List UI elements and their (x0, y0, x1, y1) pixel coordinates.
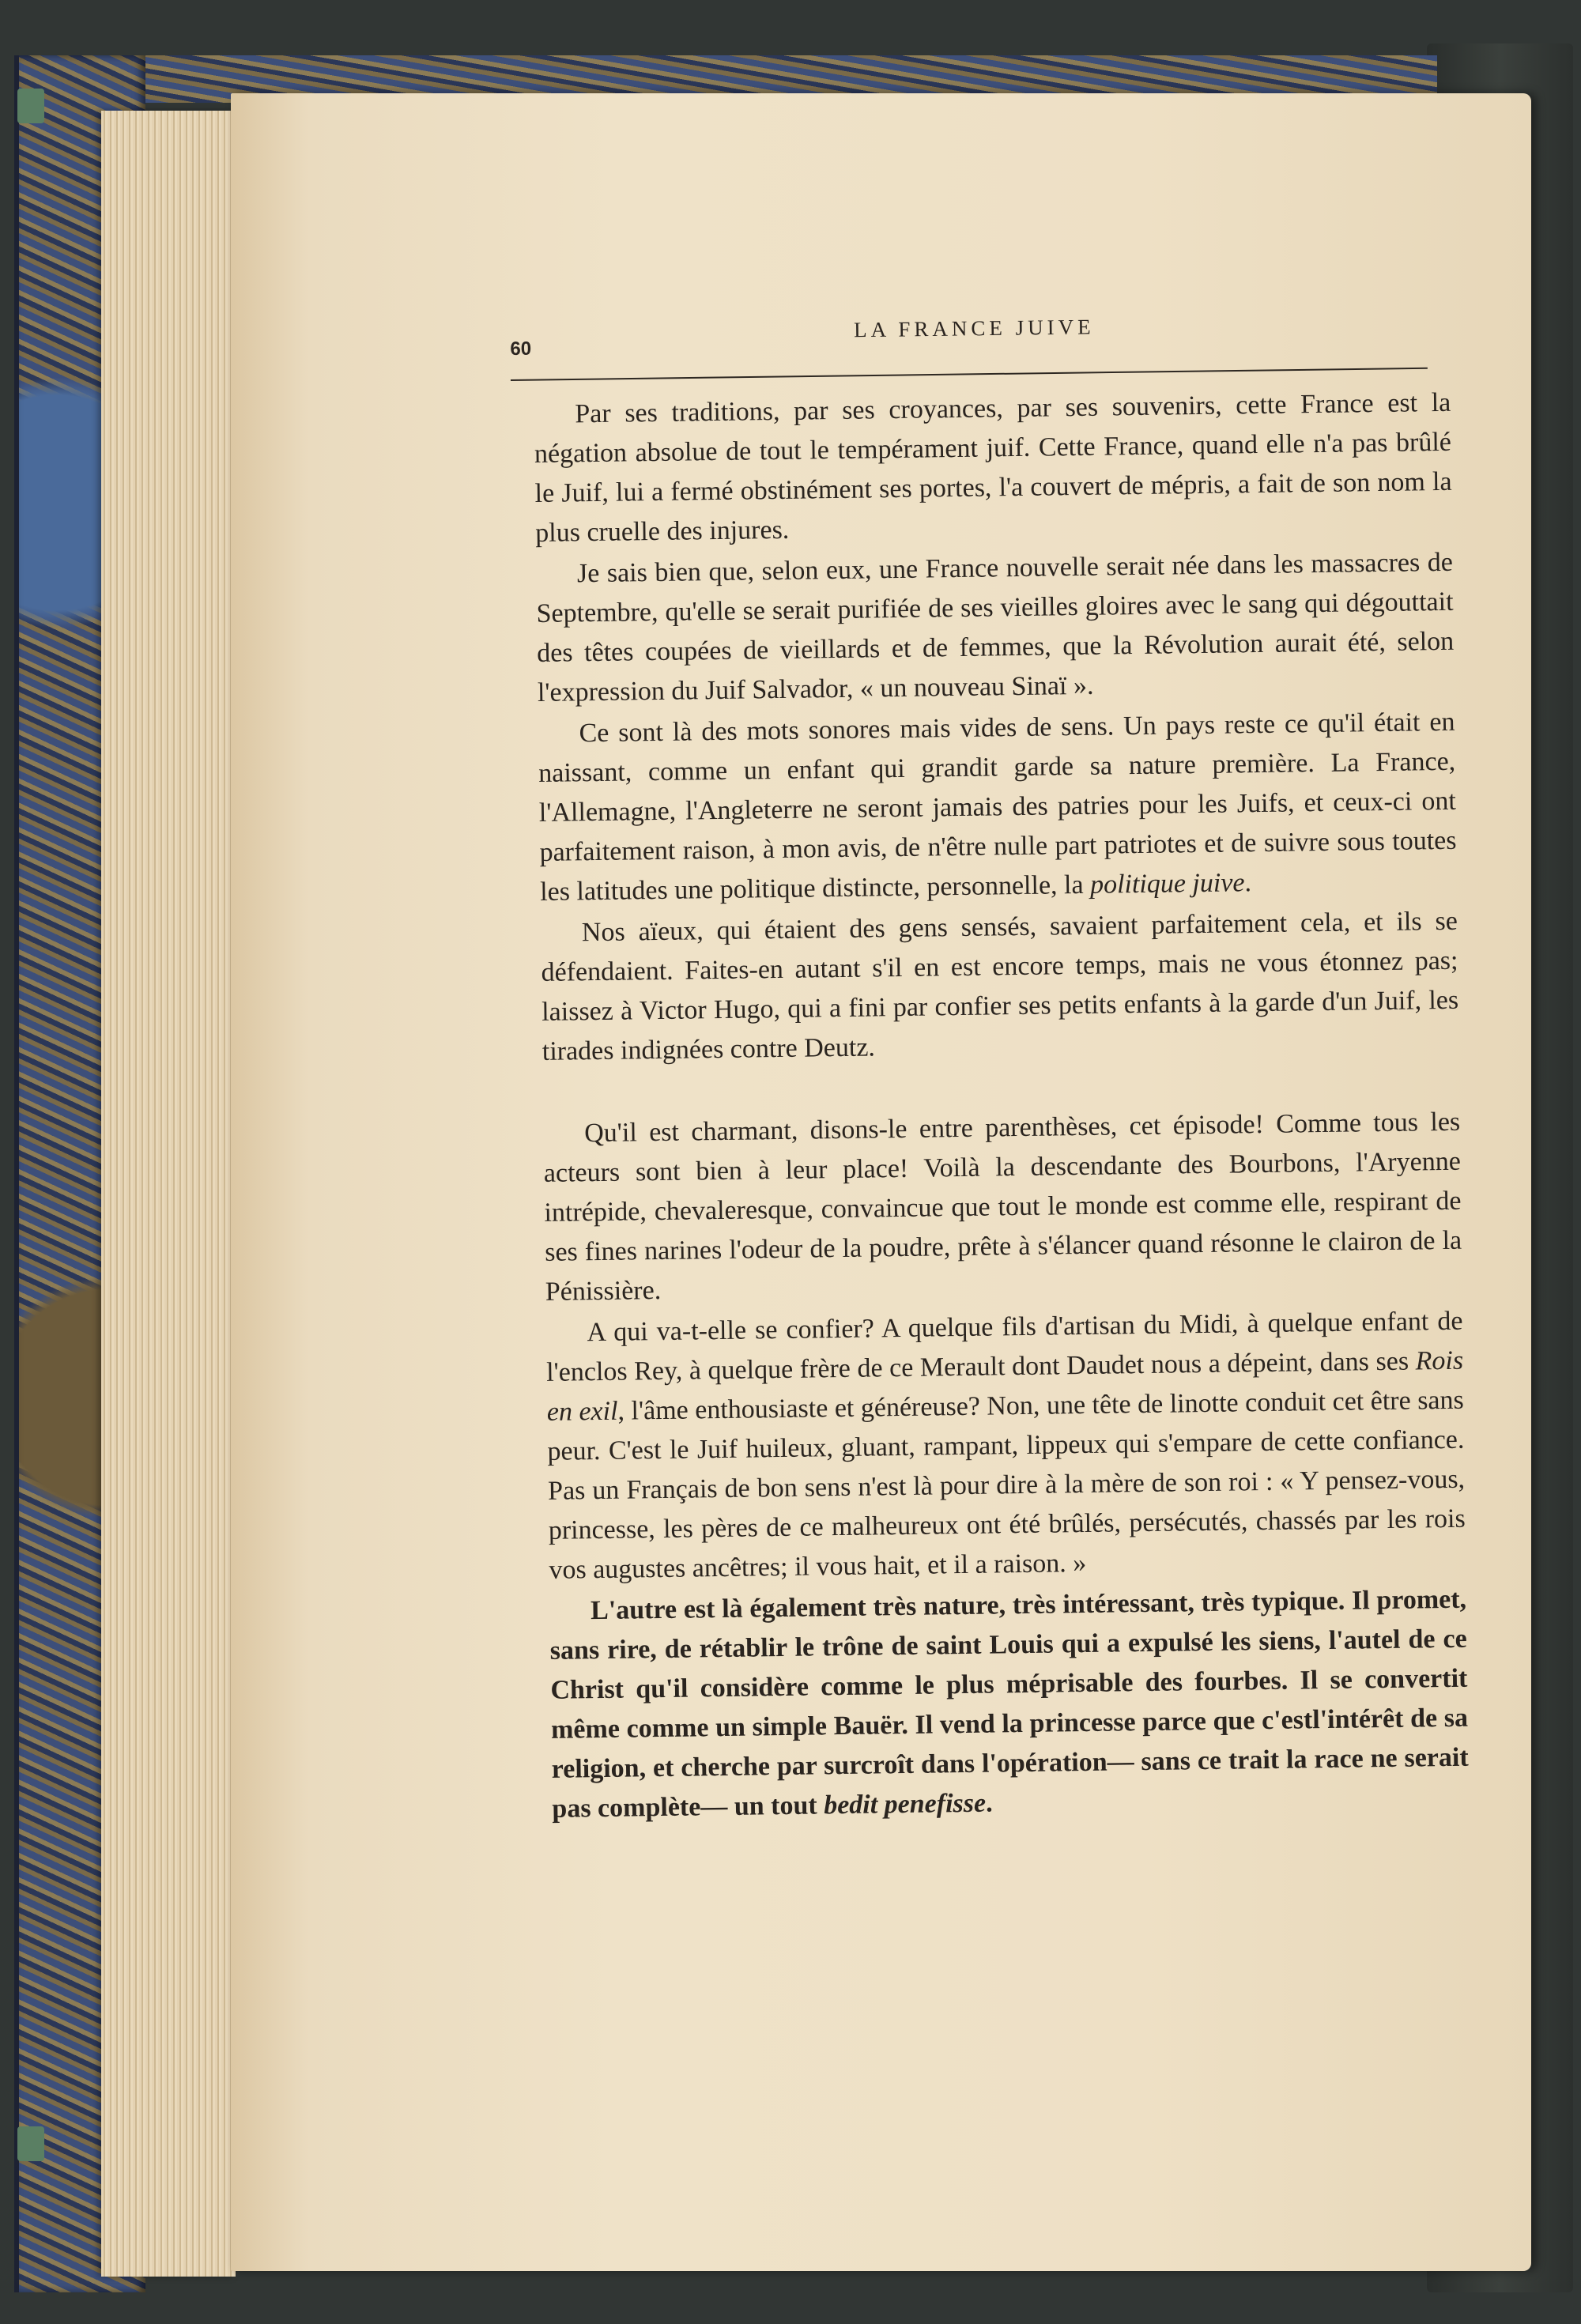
page-edges (101, 111, 236, 2277)
body-text (534, 383, 1470, 1831)
paragraph-7-text: L'autre est là également très nature, très intéressant, très typique. Il promet, sans rire, de rétablir le trône de saint Louis qui a expulsé les siens, l'autel de ce Christ qu'il considère comme le plus méprisable des fourbes. Il se convertit même comme un simple Bauër. Il vend la princesse parce que c'estl'intérêt de sa religion, et cherche par surcroît dans l'opération— sans ce trait la race ne serait pas complète— un tout (549, 1584, 1469, 1824)
paragraph-1: Par ses traditions, par ses croyances, par ses souvenirs, cette France est la négation absolue de tout le tempérament juif. Cette France, quand elle n'a pas brûlé le Juif, lui a fermé obstinément ses portes, l'a couvert de mépris, a fait de son nom la plus cruelle des injures. (534, 387, 1452, 548)
cover-corner-top (17, 89, 44, 123)
paragraph-2: Je sais bien que, selon eux, une France nouvelle serait née dans les massacres de Septembre, qu'elle se serait purifiée de ses vieilles gloires avec le sang qui dégouttait des têtes coupées de vieillards et de femmes, que la Révolution aurait été, selon l'expression du Juif Salvador, « un nouveau Sinaï ». (536, 547, 1455, 707)
paragraph-3 (538, 703, 1457, 912)
paragraph-6-italic: Rois en exil (546, 1345, 1464, 1427)
paragraph-5: Qu'il est charmant, disons-le entre parenthèses, cet épisode! Comme tous les acteurs sont bien à leur place! Voilà la descendante des Bourbons, l'Aryenne intrépide, chevaleresque, convaincue que tout le monde est comme elle, respirant de ses fines narines l'odeur de la poudre, prête à s'élancer quand résonne le clairon de la Pénissière. (543, 1107, 1462, 1307)
paragraph-7-italic: bedit penefisse (823, 1788, 987, 1820)
paragraph-6 (545, 1302, 1466, 1590)
page-header (510, 311, 1428, 381)
paragraph-6-rest: , l'âme enthousiaste et généreuse? Non, une tête de linotte conduit cet être sans peur. C'est le Juif huileux, gluant, rampant, lippeux qui s'empare de cette confiance. Pas un Français de bon sens n'est là pour dire à la mère de son roi : « Y pensez-vous, princesse, les pères de ce malheureux ont été brûlés, persécutés, chassés par les rois vos augustes ancêtres; il vous hait, et il a raison. » (547, 1385, 1466, 1585)
paragraph-7-end: . (985, 1788, 993, 1818)
paragraph-3-text: Ce sont là des mots sonores mais vides de sens. Un pays reste ce qu'il était en naissant, comme un enfant qui grandit garde sa nature première. La France, l'Allemagne, l'Angleterre ne seront jamais des patries pour les Juifs, et ceux-ci ont parfaitement raison, à mon avis, de n'être nulle part patriotes et de suivre sous toutes les latitudes une politique distincte, personnelle, la (538, 707, 1457, 907)
paragraph-3-italic: politique juive (1089, 868, 1245, 900)
running-head: LA FRANCE JUIVE (853, 315, 1095, 342)
paragraph-3-end: . (1244, 868, 1252, 898)
cover-corner-bottom (17, 2126, 44, 2161)
paragraph-7 (549, 1580, 1470, 1829)
paragraph-6-text: A qui va-t-elle se confier? A quelque fils d'artisan du Midi, à quelque enfant de l'enclos Rey, à quelque frère de ce Merault dont Daudet nous a dépeint, dans ses (545, 1306, 1463, 1387)
page-number: 60 (510, 338, 532, 360)
paragraph-4: Nos aïeux, qui étaient des gens sensés, savaient parfaitement cela, et ils se défendaient. Faites-en autant s'il en est encore temps, mais ne vous étonnez pas; laissez à Victor Hugo, qui a fini par confier ses petits enfants à la garde d'un Juif, les tirades indignées contre Deutz. (541, 906, 1459, 1066)
